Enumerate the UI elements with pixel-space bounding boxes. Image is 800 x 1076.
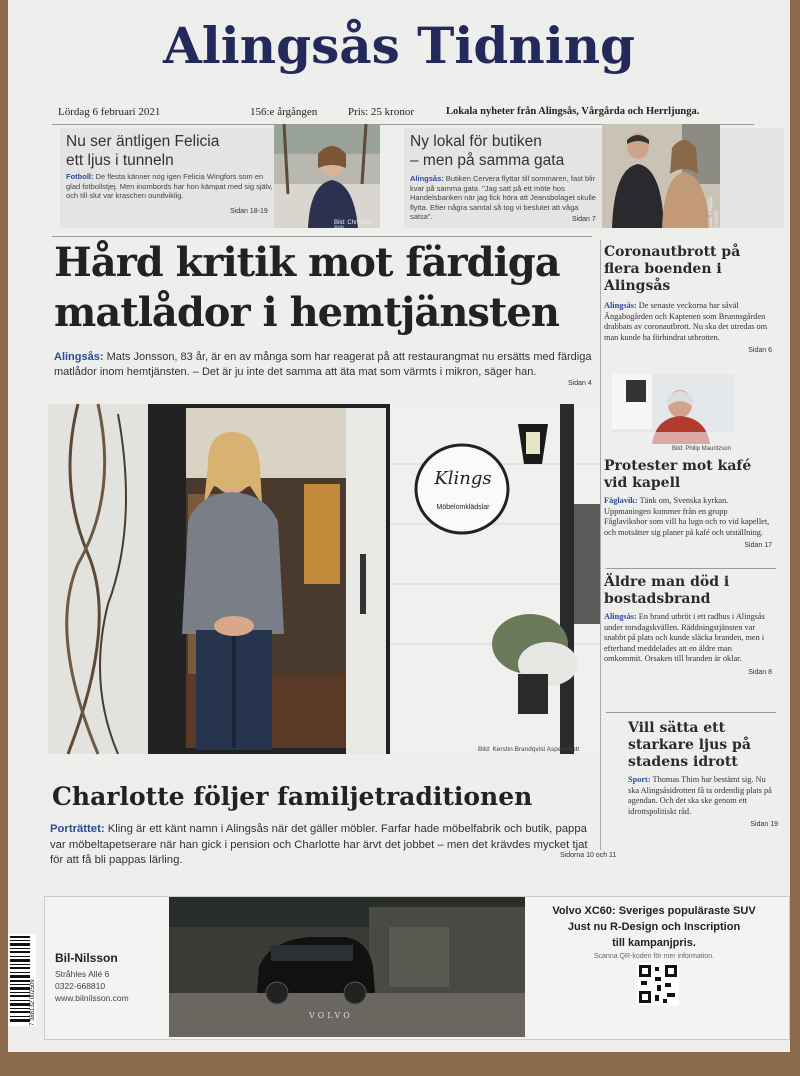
ad-car-photo (169, 897, 525, 1037)
table-surface (0, 1052, 800, 1076)
page-ref: Sidorna 10 och 11 (560, 852, 617, 859)
teaser-headline: Nu ser äntligen Felicia ett ljus i tunneln (66, 133, 220, 169)
issue-date: Lördag 6 februari 2021 (58, 106, 161, 118)
qr-code-icon[interactable] (637, 963, 679, 1005)
main-photo (48, 404, 600, 754)
photo-credit: Bild: Philip Mauritzson (672, 446, 732, 452)
teaser-butik[interactable] (404, 128, 784, 228)
feature-headline[interactable]: Charlotte följer familjetraditionen (52, 782, 533, 811)
page-ref: Sidan 8 (748, 668, 772, 676)
shop-sign-name: Klings (434, 468, 492, 489)
page-ref: Sidan 19 (750, 821, 778, 828)
sidebar-story-brand[interactable]: Äldre man död i bostadsbrand Alingsås: En brand utbröt i ett radhus i Alingsås under torsdagskvällen. Räddningstjänsten var snabbt på plats och kunde släcka branden, men i efterhand meddelades att en äldre man omkommit. Orsaken till branden är oklar. Sidan 8 (604, 574, 772, 676)
barcode-number: 7 388132 002509 (30, 979, 36, 1026)
divider (606, 712, 776, 713)
barcode-icon (8, 934, 36, 1026)
teaser-headline: Ny lokal för butiken – men på samma gata (410, 133, 565, 169)
car-brand: VOLVO (309, 1011, 353, 1020)
page-ref: Sidan 18-19 (230, 208, 268, 215)
ad-dealer: Bil-Nilsson (55, 951, 118, 965)
teaser-felicia[interactable] (60, 128, 380, 232)
teaser-body: Alingsås: Butiken Cervera flyttar till sommaren, fast blir kvar på samma gata. "Jag satt på ett möte hos Handelsbanken när jag fick höra att Jeansbolaget skulle flytta. Efter några samtal så tog vi beslutet att våga satsa". (410, 174, 596, 221)
divider (52, 236, 592, 237)
page-ref: Sidan 4 (568, 380, 592, 387)
newspaper-page (8, 0, 790, 1052)
car-advertisement[interactable] (44, 896, 790, 1040)
sidebar-photo (612, 374, 734, 444)
photo-felicia: Bild: Christian Still (274, 124, 380, 228)
sidebar-story-kafe[interactable]: Protester mot kafé vid kapell Fåglavik: Tänk om, Svenska kyrkan. Uppmaningen kommer från en grupp Fåglaviksbor som vill ha lugn och ro vid kapellet, och motsätter sig planer på kafé och utställning. Sidan 17 (604, 458, 772, 549)
feature-lede: Porträttet: Kling är ett känt namn i Alingsås när det gäller möbler. Farfar hade möbelfabrik och butik, pappa var möbeltapetserare när han gick i pension och Charlotte har ärvt det jobbet – men det krävdes mycket tjat för att få bli pappas lärling. (50, 823, 588, 866)
teaser-body: Fotboll: De flesta känner nog igen Felicia Wingfors som en glad fotbollstjej. Men inombords har hon kämpat med sig själv, och till slut var kraschen oundviklig. (66, 172, 273, 200)
ad-phone: 0322-668810 (55, 981, 106, 991)
price: Pris: 25 kronor (348, 106, 414, 118)
dateline (58, 106, 758, 122)
main-headline[interactable]: Hård kritik mot färdiga matlådor i hemtjänsten (54, 239, 560, 336)
main-lede: Alingsås: Mats Jonsson, 83 år, är en av många som har reagerat på att restaurangmat nu ersätts med färdiga matlådor inom hemtjänsten. – Det är ju inte det samma att äta mat som värmts i mikron, säger han. (54, 351, 592, 378)
ad-headline: Volvo XC60: Sveriges populäraste SUV Just nu R-Design och Inscription till kampanjpris. (552, 905, 756, 949)
sidebar-story-idrott[interactable]: Vill sätta ett starkare ljus på stadens idrott Sport: Thomas Thim har bestämt sig. Nu ska Alingsåsidrotten få ta ordentlig plats på agendan. Och det ska ske genom ett idrottspolitiskt råd. Sidan 19 (628, 720, 778, 828)
page-ref: Sidan 7 (572, 216, 596, 223)
tagline: Lokala nyheter från Alingsås, Vårgårda och Herrljunga. (446, 106, 700, 117)
masthead: Alingsås Tidning (162, 16, 636, 75)
page-ref: Sidan 6 (748, 347, 772, 354)
volume: 156:e årgången (250, 106, 318, 118)
sidebar-story-corona[interactable]: Coronautbrott på flera boenden i Alingsås Alingsås: De senaste veckorna har såväl Ängabogården och Kaptenen som Brunnsgården drabbats av coronautbrott. Nu ska det utredas om man kunde ha förhindrat utbrotten. Sidan 6 (604, 244, 772, 354)
ad-web[interactable]: www.bilnilsson.com (55, 993, 129, 1003)
photo-credit: Bild: Kerstin Brandqvist Aspenstedt (478, 746, 580, 753)
divider (600, 240, 601, 850)
page-ref: Sidan 17 (744, 542, 772, 549)
divider (606, 568, 776, 569)
photo-couple: Bild: Filippa Eckert (602, 124, 720, 228)
shop-sign-sub: Möbelomklädslar (436, 504, 490, 511)
ad-qr-text: Scanna QR-koden för mer information. (593, 953, 715, 960)
ad-address: Stråhles Allé 6 (55, 969, 110, 979)
